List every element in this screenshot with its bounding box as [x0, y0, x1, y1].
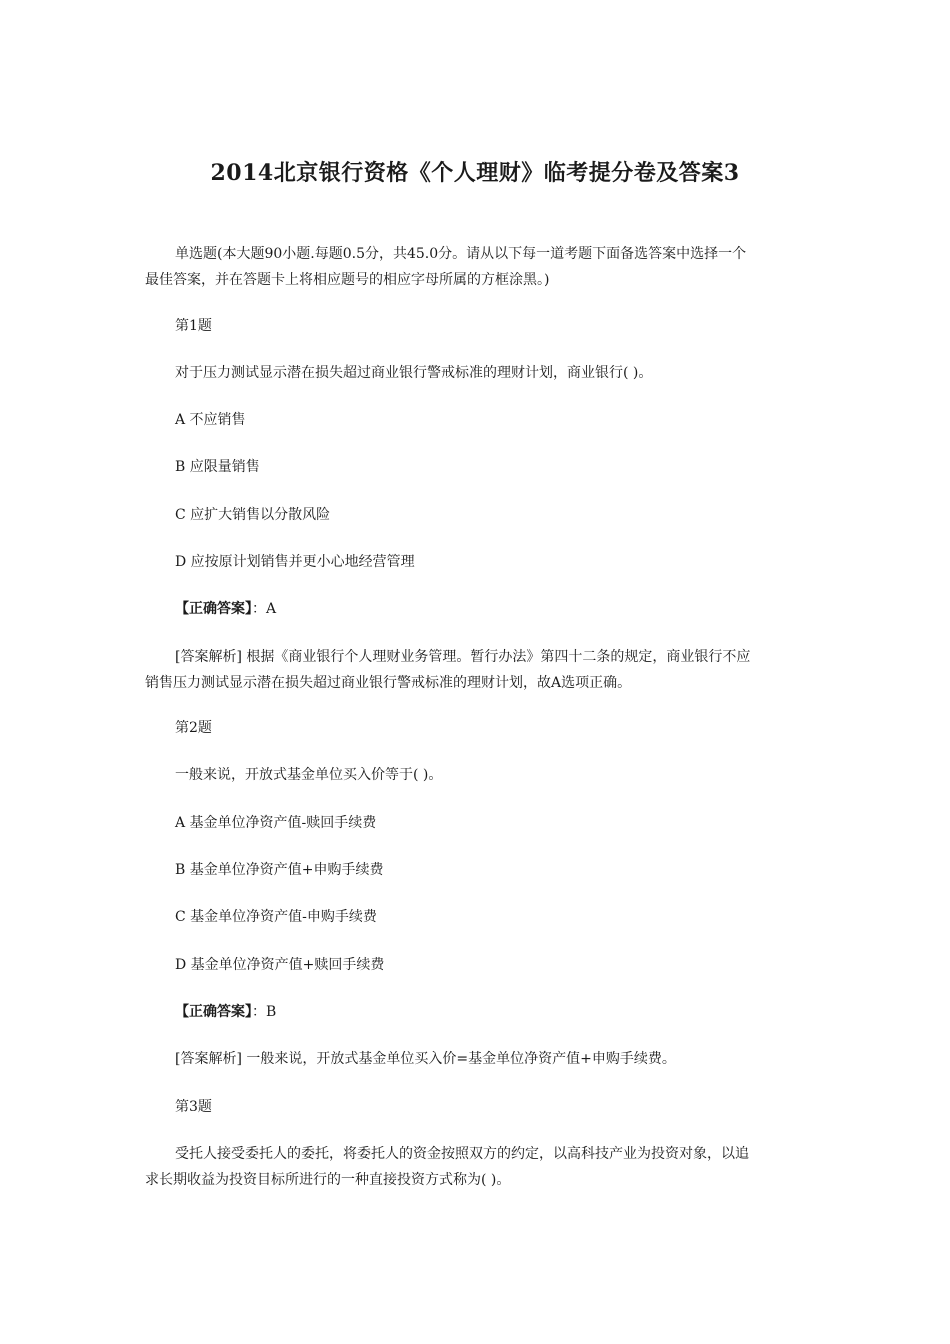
- intro-text-line-2: 最佳答案，并在答题卡上将相应题号的相应字母所属的方框涂黑。): [145, 272, 550, 288]
- answer-value: ：A: [252, 601, 277, 617]
- question-2-answer: [175, 1002, 276, 1022]
- question-2-number: 第2题: [175, 720, 212, 736]
- question-2-analysis-line-1: [答案解析] 一般来说，开放式基金单位买入价=基金单位净资产值+申购手续费。: [175, 1051, 676, 1067]
- question-1-option-d: D 应按原计划销售并更小心地经营管理: [175, 554, 415, 570]
- question-1-option-a: A 不应销售: [175, 412, 246, 428]
- question-1-option-b: B 应限量销售: [175, 459, 260, 475]
- question-2-option-b: B 基金单位净资产值+申购手续费: [175, 862, 384, 878]
- question-1-stem: 对于压力测试显示潜在损失超过商业银行警戒标准的理财计划，商业银行( )。: [175, 365, 653, 381]
- question-3-stem-line-2: 求长期收益为投资目标所进行的一种直接投资方式称为( )。: [145, 1172, 511, 1188]
- intro-text-line-1: 单选题(本大题90小题.每题0.5分，共45.0分。请从以下每一道考题下面备选答案中选择一个: [175, 246, 747, 262]
- question-1-analysis-line-1: [答案解析] 根据《商业银行个人理财业务管理。暂行办法》第四十二条的规定，商业银行不应: [175, 649, 751, 665]
- document-title: 2014北京银行资格《个人理财》临考提分卷及答案3: [210, 160, 740, 186]
- question-1-number: 第1题: [175, 318, 212, 334]
- answer-label: 【正确答案】: [175, 1004, 252, 1020]
- answer-value: ：B: [252, 1004, 277, 1020]
- question-1-analysis-line-2: 销售压力测试显示潜在损失超过商业银行警戒标准的理财计划，故A选项正确。: [145, 675, 632, 691]
- question-3-number: 第3题: [175, 1099, 212, 1115]
- question-1-answer: [175, 599, 276, 619]
- question-1-option-c: C 应扩大销售以分散风险: [175, 507, 331, 523]
- question-2-option-c: C 基金单位净资产值-申购手续费: [175, 909, 377, 925]
- answer-label: 【正确答案】: [175, 601, 252, 617]
- question-3-stem-line-1: 受托人接受委托人的委托，将委托人的资金按照双方的约定，以高科技产业为投资对象，以追: [175, 1146, 749, 1162]
- question-2-stem: 一般来说，开放式基金单位买入价等于( )。: [175, 767, 443, 783]
- question-2-option-d: D 基金单位净资产值+赎回手续费: [175, 957, 385, 973]
- question-2-option-a: A 基金单位净资产值-赎回手续费: [175, 815, 377, 831]
